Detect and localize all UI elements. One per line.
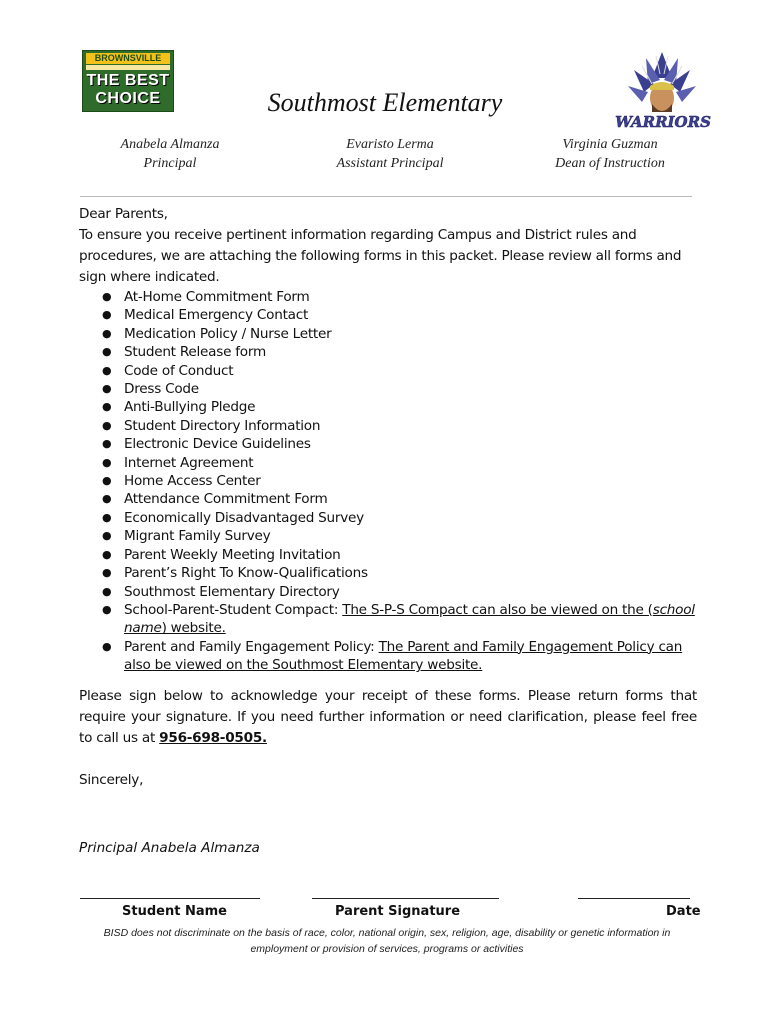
engagement-prefix: Parent and Family Engagement Policy: (124, 638, 379, 655)
list-item: ● Attendance Commitment Form (102, 491, 328, 508)
list-item: ● Migrant Family Survey (102, 528, 271, 545)
logo-line-2: CHOICE (95, 90, 161, 107)
list-item: ● Code of Conduct (102, 362, 234, 379)
staff-title: Dean of Instruction (555, 156, 665, 171)
logo-tagline-strip (86, 65, 170, 70)
staff-dean (540, 135, 680, 173)
school-name: Southmost Elementary (267, 88, 503, 117)
intro-paragraph: To ensure you receive pertinent information regarding Campus and District rules and procedures, we are attaching the following forms in this packet. Please review all forms and sign where indicated. (79, 227, 682, 285)
staff-assistant-principal (315, 135, 465, 173)
list-item: ● Medication Policy / Nurse Letter (102, 325, 332, 342)
bullet-icon: ● (102, 418, 112, 432)
bullet-icon: ● (102, 639, 112, 653)
bullet-icon: ● (102, 566, 112, 580)
letter-body (79, 204, 697, 791)
bullet-icon: ● (102, 602, 112, 616)
list-item: ● Parent’s Right To Know-Qualifications (102, 565, 368, 582)
bullet-icon: ● (102, 363, 112, 377)
list-item: ● Medical Emergency Contact (102, 307, 309, 324)
bullet-icon: ● (102, 290, 112, 303)
mascot-text: WARRIORS (615, 113, 711, 131)
bullet-icon: ● (102, 382, 112, 396)
closing: Sincerely, (79, 771, 144, 788)
staff-name: Anabela Almanza (120, 137, 220, 152)
list-item-compact (79, 601, 697, 638)
compact-prefix: School-Parent-Student Compact: (124, 601, 343, 618)
phone-number[interactable]: 956-698-0505. (159, 729, 267, 746)
bullet-icon: ● (102, 326, 112, 340)
list-item: ● Home Access Center (102, 473, 261, 490)
student-name-line[interactable] (80, 898, 260, 899)
staff-name: Evaristo Lerma (346, 137, 434, 152)
staff-principal (100, 135, 240, 173)
bullet-icon: ● (102, 345, 112, 359)
date-line[interactable] (578, 898, 690, 899)
bullet-icon: ● (102, 547, 112, 561)
bullet-icon: ● (102, 400, 112, 414)
header-divider (80, 196, 692, 197)
bullet-icon: ● (102, 584, 112, 598)
list-item: ● At-Home Commitment Form (102, 289, 310, 305)
bullet-icon: ● (102, 437, 112, 451)
list-item: ● Internet Agreement (102, 454, 254, 471)
list-item: ● Student Release form (102, 344, 266, 361)
list-item: ● Economically Disadvantaged Survey (102, 509, 364, 526)
list-item: ● Parent Weekly Meeting Invitation (102, 546, 341, 563)
bullet-icon: ● (102, 492, 112, 506)
list-item: ● Southmost Elementary Directory (102, 583, 340, 600)
compact-link[interactable]: The S-P-S Compact can also be viewed on the (school name) website. (124, 601, 695, 637)
bullet-icon: ● (102, 510, 112, 524)
signer-name: Principal Anabela Almanza (79, 840, 260, 856)
acknowledgement-paragraph (79, 686, 697, 749)
parent-signature-line[interactable] (312, 898, 499, 899)
forms-list (79, 288, 697, 675)
bullet-icon: ● (102, 308, 112, 322)
list-item: ● Student Directory Information (102, 417, 321, 434)
date-label: Date (666, 904, 701, 919)
bullet-icon: ● (102, 455, 112, 469)
staff-title: Assistant Principal (336, 156, 444, 171)
logo-top-text: BROWNSVILLE (86, 53, 170, 64)
salutation: Dear Parents, (79, 206, 168, 222)
list-item: ● Electronic Device Guidelines (102, 436, 311, 453)
bullet-icon: ● (102, 474, 112, 488)
bullet-icon: ● (102, 529, 112, 543)
acknowledgement-text: Please sign below to acknowledge your receipt of these forms. Please return forms that require your signature. If you need further information or need clarification, please feel free to call us at (79, 687, 697, 746)
list-item: ● Dress Code (102, 381, 199, 398)
nondiscrimination-disclaimer: BISD does not discriminate on the basis of race, color, national origin, sex, religion, age, disability or genetic information in employment or provision of services, programs or activities (103, 927, 671, 955)
student-name-label: Student Name (122, 904, 227, 919)
parent-signature-label: Parent Signature (335, 904, 461, 919)
engagement-policy-link[interactable]: The Parent and Family Engagement Policy can also be viewed on the Southmost Elementary website. (124, 638, 683, 674)
staff-name: Virginia Guzman (562, 137, 658, 152)
list-item: ● Anti-Bullying Pledge (102, 399, 256, 416)
list-item-engagement-policy (79, 638, 697, 675)
logo-line-1: THE BEST (86, 72, 170, 89)
staff-title: Principal (143, 156, 197, 171)
